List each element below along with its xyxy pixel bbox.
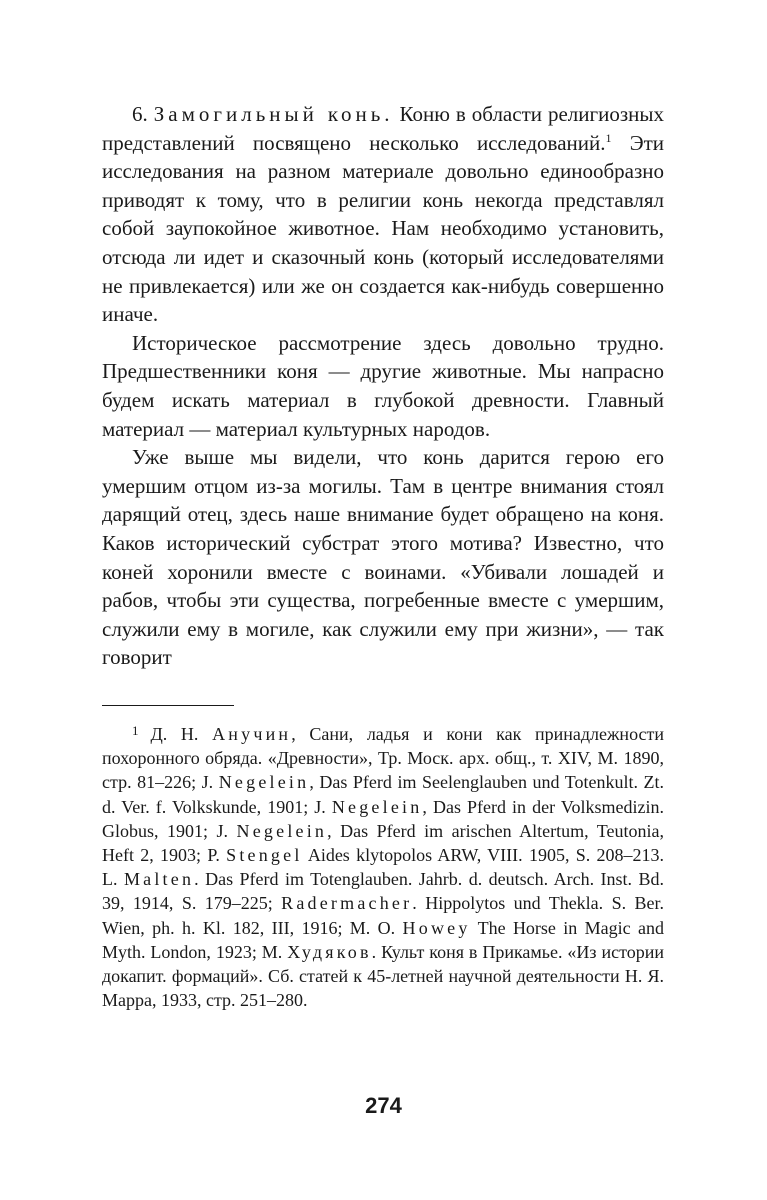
footnote-part: Aides klytopolos ARW, VIII. 1905, S. 208–213. L. — [102, 845, 665, 890]
footnote-part: , Das Pferd im arischen Altertum, Teutonia, Heft 2, 1903; P. — [102, 820, 665, 866]
page-number: 274 — [365, 1093, 402, 1118]
main-text — [102, 100, 664, 672]
footnote — [102, 722, 664, 1012]
section-number: 6. — [132, 102, 148, 126]
footnote-reference[interactable]: 1 — [605, 130, 612, 145]
paragraph-1-text-b: Эти исследования на разном материале довольно единообразно приводят к тому, что в религии конь некогда представлял собой заупокойное животное. Нам необходимо установить, отсюда ли идет и сказочный конь (который исследователями не привлекается) или же он создается как-нибудь совершенно иначе. — [102, 130, 664, 327]
section-title: Замогильный конь. — [153, 102, 394, 126]
paragraph-1-text-a: Коню в области религиозных представлений посвящено несколько исследований. — [102, 102, 664, 155]
paragraph-3: Уже выше мы видели, что конь дарится герою его умершим отцом из-за могилы. Там в центре внимания стоял дарящий отец, здесь наше внимание будет обращено на коня. Каков исторический субстрат этого мотива? Известно, что коней хоронили вместе с воинами. «Убивали лошадей и рабов, чтобы эти существа, погребенные вместе с умершим, служили ему в могиле, как служили ему при жизни», — так говорит — [102, 445, 664, 670]
footnote-separator — [102, 705, 234, 706]
paragraph-2: Историческое рассмотрение здесь довольно трудно. Предшественники коня — другие животные. Мы напрасно будем искать материал в глубокой древности. Главный материал — материал культурных народов. — [102, 330, 664, 441]
footnote-part: , Das Pferd in der Volksmedizin. Globus, 1901; J. — [102, 796, 664, 841]
paragraph-1 — [102, 100, 664, 329]
footnote-mark: 1 — [132, 723, 139, 738]
footnote-part: , Das Pferd im Seelenglauben und Totenkult. Zt. d. Ver. f. Volkskunde, 1901; J. — [102, 772, 664, 817]
author-name: Negelein — [331, 796, 423, 817]
footnote-text — [102, 722, 664, 1012]
footnote-part: . Das Pferd im Totenglauben. Jahrb. d. deutsch. Arch. Inst. Bd. 39, 1914, S. 179–225; — [102, 869, 664, 914]
author-name: Radermacher — [281, 893, 413, 914]
author-name: Malten — [123, 869, 195, 890]
footnote-part: , Сани, ладья и кони как принадлежности похоронного обряда. «Древности», Тр. Моск. арх. общ., т. XIV, М. 1890, стр. 81–226; J. — [102, 724, 665, 793]
footnote-part: The Horse in Magic and Myth. London, 1923; М. — [102, 917, 664, 962]
author-name: Анучин — [212, 724, 292, 744]
footnote-part: . Культ коня в Прикамье. «Из истории докапит. формаций». Сб. статей к 45-летней научной деятельности Н. Я. Марра, 1933, стр. 251–280. — [102, 941, 664, 1011]
author-name: Stengel — [226, 845, 303, 866]
author-name: Howey — [402, 917, 471, 938]
footnote-part: Д. Н. — [150, 724, 213, 744]
author-name: Negelein — [218, 772, 310, 793]
author-name: Negelein — [236, 820, 328, 841]
author-name: Худяков — [287, 941, 372, 962]
footnote-part: . Hippolytos und Thekla. S. Ber. Wien, ph. h. Kl. 182, III, 1916; M. O. — [102, 893, 664, 938]
